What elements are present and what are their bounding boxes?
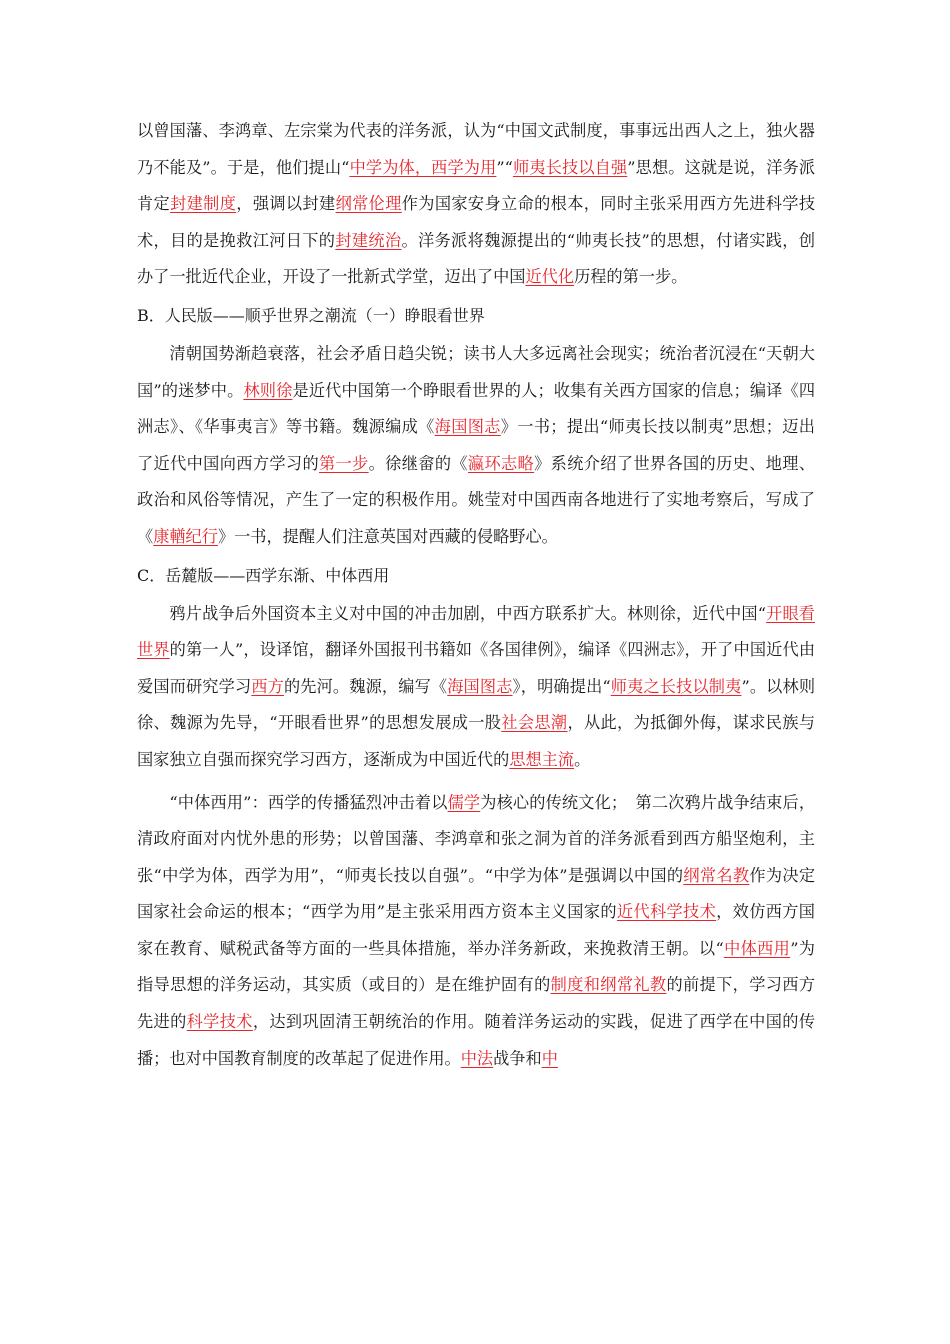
- keyword-highlight: 封建统治: [335, 230, 402, 250]
- text-run: ”。以林则徐、魏源为先导，“开眼看世界”的思想发展成一股: [137, 676, 816, 733]
- section-c-heading: C．岳麓版——西学东渐、中体西用: [137, 565, 390, 585]
- text-run: 》一书；提出“师夷长技以制夷”思想；迈出了近代中国向西方学习的: [137, 417, 815, 473]
- keyword-highlight: 思想主流: [509, 749, 575, 769]
- keyword-highlight: 近代化: [525, 267, 575, 287]
- text-run: ，效仿西方国家在教育、赋税武备等方面的一些具体措施，举办洋务新政，来挽救清王朝。以“: [137, 902, 815, 958]
- keyword-highlight: 瀛环志略: [467, 453, 535, 473]
- text-run: 。徐继畲的《: [368, 453, 468, 473]
- text-run: 是近代中国第一个睁眼看世界的人；收集有关西方国家的信息；编译《四洲志》、《华事夷言》等书籍。魏源编成《: [137, 380, 816, 437]
- keyword-highlight: 师夷长技以自强: [512, 157, 628, 177]
- text-run: 的先河。魏源，编写《: [283, 676, 448, 696]
- text-run: 。: [574, 749, 591, 769]
- keyword-highlight: 开眼看世界: [137, 603, 815, 660]
- text-run: 作为国家安身立命的根本，同时主张采用西方先进科学技术，目的是挽救江河日下的: [137, 194, 816, 250]
- text-run: ”为指导思想的洋务运动，其实质（或目的）是在维护固有的: [137, 938, 815, 995]
- text-run: 历程的第一步。: [574, 267, 688, 287]
- intro-paragraph: [137, 113, 815, 296]
- text-run: ，强调以封建: [236, 194, 336, 214]
- section-b-heading: B．人民版——顺乎世界之潮流（一）睁眼看世界: [137, 305, 485, 325]
- document-body: [137, 113, 815, 1077]
- keyword-highlight: 纲常伦理: [335, 194, 402, 214]
- text-run: 》一书，提醒人们注意英国对西藏的侵略野心。: [217, 526, 558, 546]
- section-b-paragraph: [137, 336, 815, 556]
- text-run: 的第一人”，设译馆，翻译外国报刊书籍如《各国律例》，编译《四洲志》，开了中国近代由爱国而研究学习: [137, 640, 816, 696]
- text-run: 的前提下，学习西方先进的: [137, 975, 816, 1032]
- section-c-paragraph-2: [137, 785, 815, 1078]
- keyword-highlight: 康輶纪行: [153, 526, 218, 546]
- keyword-highlight: 海国图志: [447, 676, 513, 696]
- keyword-highlight: 中法: [460, 1048, 494, 1068]
- text-run: “中体西用”：西学的传播猛烈冲击着以: [169, 792, 448, 812]
- keyword-highlight: 中学为体，西学为用: [349, 157, 497, 177]
- text-run: 》，明确提出“: [512, 676, 611, 696]
- text-run: 为核心的传统文化； 第二次鸦片战争结束后，清政府面对内忧外患的形势；以曾国藩、李鸿章和张之洞为首的洋务派看到西方船坚炮利，主张“中学为体，西学为用”，“师夷长技以自强”。“中学为体”是强调以中国的: [137, 792, 816, 885]
- keyword-highlight: 海国图志: [434, 417, 501, 437]
- text-run: ，达到巩固清王朝统治的作用。随着洋务运动的实践，促进了西学在中国的传播；也对中国教育制度的改革起了促进作用。: [137, 1012, 816, 1068]
- text-run: 作为决定国家社会命运的根本；“西学为用”是主张采用西方资本主义国家的: [137, 865, 816, 922]
- text-run: ，从此，为抵御外侮，谋求民族与国家独立自强而探究学习西方，逐渐成为中国近代的: [137, 713, 816, 769]
- keyword-highlight: 中体西用: [723, 938, 791, 958]
- keyword-highlight: 纲常名教: [683, 865, 750, 885]
- keyword-highlight: 社会思潮: [501, 713, 568, 733]
- keyword-highlight: 师夷之长技以制夷: [610, 676, 742, 696]
- keyword-highlight: 林则徐: [243, 380, 293, 400]
- text-run: 鸦片战争后外国资本主义对中国的冲击加剧，中西方联系扩大。林则徐，近代中国“: [169, 603, 766, 623]
- text-run: ”思想。这就是说，洋务派肯定: [137, 157, 816, 214]
- keyword-highlight: 制度和纲常礼教: [550, 975, 667, 995]
- section-c-paragraph-1: [137, 596, 815, 779]
- text-run: ”“: [496, 157, 513, 177]
- keyword-highlight: 西方: [251, 676, 284, 696]
- keyword-highlight: 中: [541, 1048, 558, 1068]
- keyword-highlight: 科学技术: [186, 1012, 253, 1032]
- text-run: 。洋务派将魏源提出的“帅夷长技”的思想，付诸实践，创办了一批近代企业，开设了一批新式学堂，迈出了中国: [137, 230, 816, 287]
- text-run: 以曾国藩、李鸿章、左宗棠为代表的洋务派，认为“中国文武制度，事事远出西人之上，独火器乃不能及”。于是，他们提山“: [137, 121, 815, 177]
- text-run: 》系统介绍了世界各国的历史、地理、政治和风俗等情况，产生了一定的积极作用。姚莹对中国西南各地进行了实地考察后，写成了《: [137, 453, 816, 546]
- keyword-highlight: 封建制度: [170, 194, 237, 214]
- keyword-highlight: 儒学: [447, 792, 481, 812]
- text-run: 战争和: [493, 1048, 542, 1068]
- keyword-highlight: 第一步: [319, 453, 369, 473]
- keyword-highlight: 近代科学技术: [616, 902, 717, 922]
- text-run: 清朝国势渐趋衰落，社会矛盾日趋尖锐；读书人大多远离社会现实；统治者沉浸在“天朝大国”的迷梦中。: [137, 343, 815, 400]
